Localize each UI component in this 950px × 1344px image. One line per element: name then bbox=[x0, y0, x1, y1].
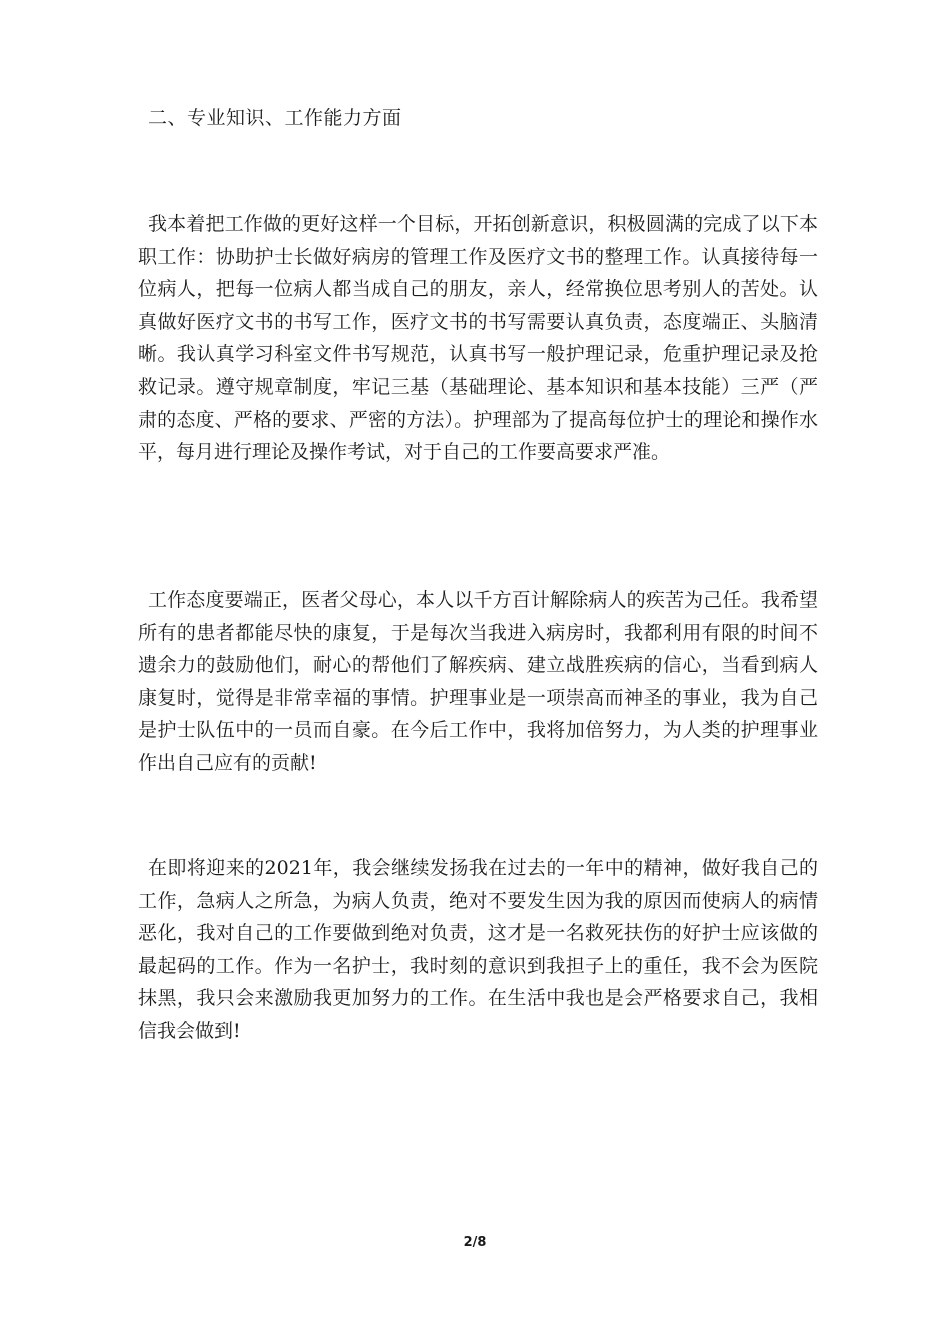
body-paragraph-2: 工作态度要端正，医者父母心，本人以千方百计解除病人的疾苦为己任。我希望所有的患者都能尽快的康复，于是每次当我进入病房时，我都利用有限的时间不遗余力的鼓励他们，耐心的帮他们了解疾病、建立战胜疾病的信心，当看到病人康复时，觉得是非常幸福的事情。护理事业是一项崇高而神圣的事业，我为自己是护士队伍中的一员而自豪。在今后工作中，我将加倍努力，为人类的护理事业作出自己应有的贡献! bbox=[138, 589, 818, 774]
body-paragraph-1: 我本着把工作做的更好这样一个目标，开拓创新意识，积极圆满的完成了以下本职工作：协助护士长做好病房的管理工作及医疗文书的整理工作。认真接待每一位病人，把每一位病人都当成自己的朋友，亲人，经常换位思考别人的苦处。认真做好医疗文书的书写工作，医疗文书的书写需要认真负责，态度端正、头脑清晰。我认真学习科室文件书写规范，认真书写一般护理记录，危重护理记录及抢救记录。遵守规章制度，牢记三基（基础理论、基本知识和基本技能）三严（严肃的态度、严格的要求、严密的方法）。护理部为了提高每位护士的理论和操作水平，每月进行理论及操作考试，对于自己的工作要高要求严准。 bbox=[138, 213, 818, 464]
page-number: 2/8 bbox=[463, 1235, 487, 1250]
section-heading: 二、专业知识、工作能力方面 bbox=[148, 107, 402, 129]
body-paragraph-3: 在即将迎来的2021年，我会继续发扬我在过去的一年中的精神，做好我自己的工作，急病人之所急，为病人负责，绝对不要发生因为我的原因而使病人的病情恶化，我对自己的工作要做到绝对负责，这才是一名救死扶伤的好护士应该做的最起码的工作。作为一名护士，我时刻的意识到我担子上的重任，我不会为医院抹黑，我只会来激励我更加努力的工作。在生活中我也是会严格要求自己，我相信我会做到! bbox=[138, 857, 818, 1042]
